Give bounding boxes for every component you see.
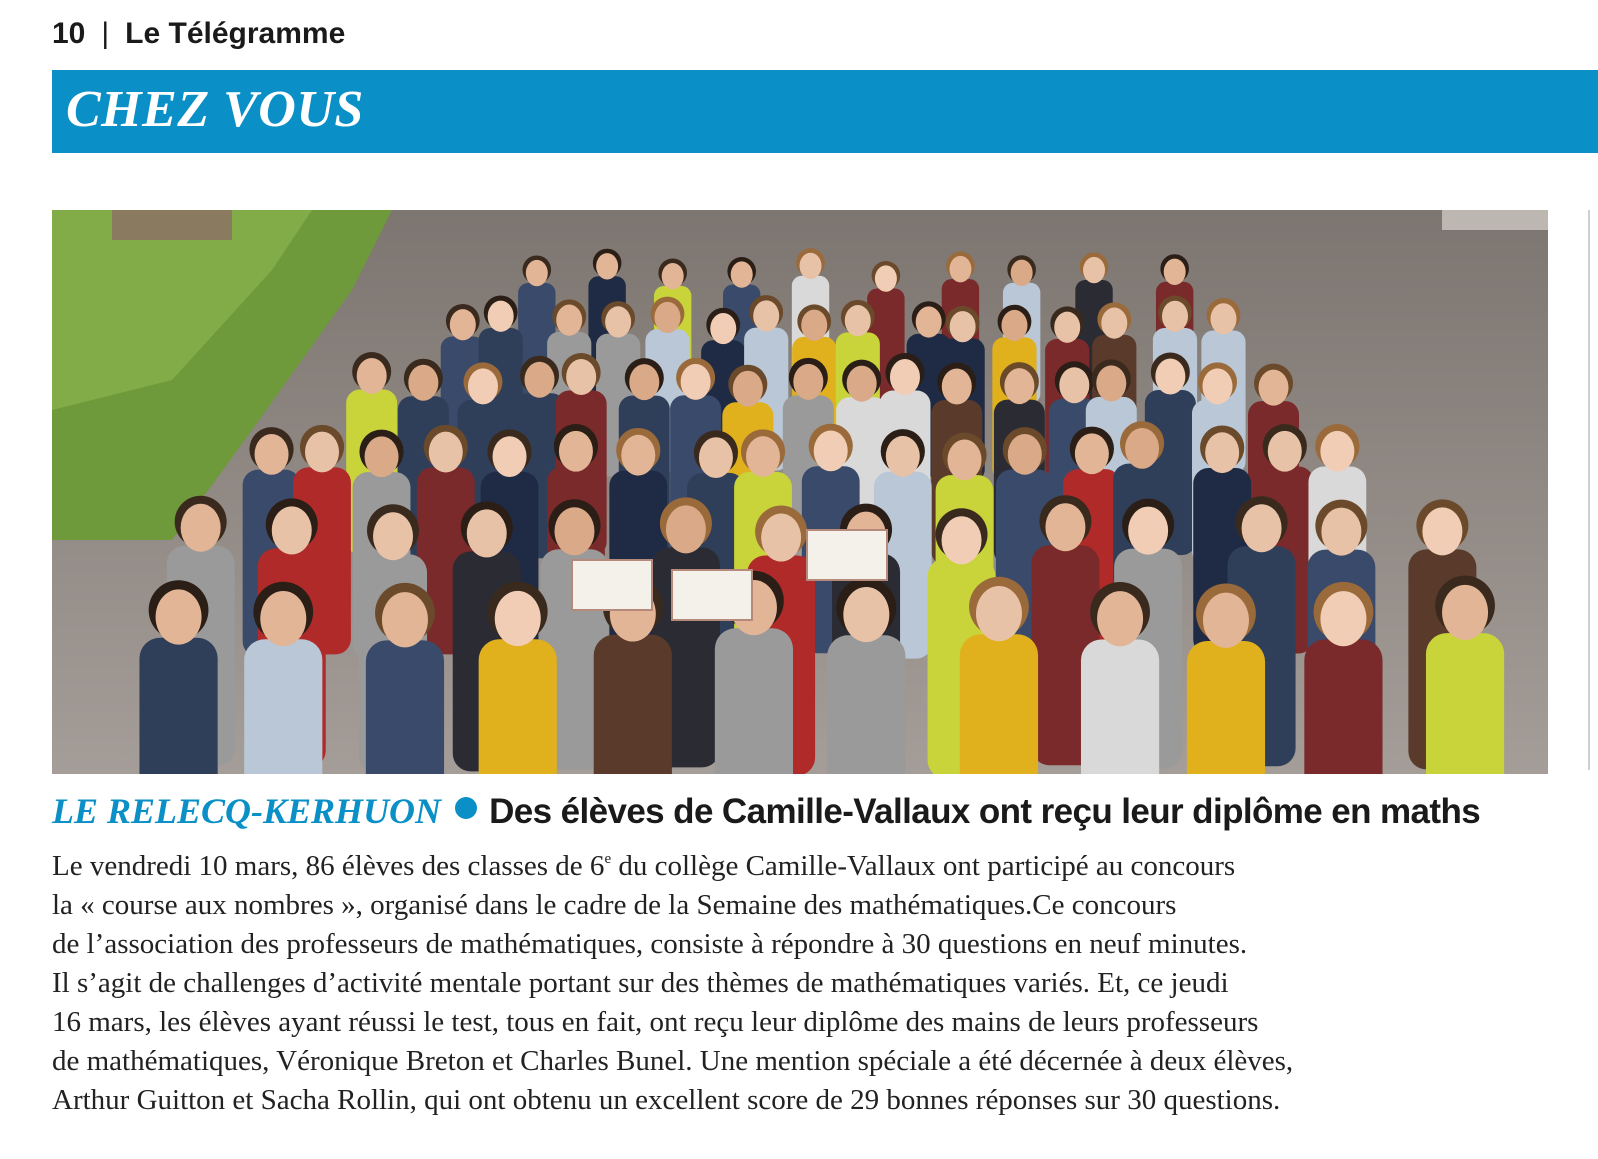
page-number: 10: [52, 17, 86, 50]
section-banner: [52, 70, 1598, 153]
page-header: [52, 14, 345, 54]
section-label: CHEZ VOUS: [66, 81, 364, 138]
article-title: Des élèves de Camille-Vallaux ont reçu leur diplôme en maths: [489, 792, 1481, 831]
bullet-dot-icon: [455, 797, 477, 819]
body-line: la « course aux nombres », organisé dans le cadre de la Semaine des mathématiques.Ce concours: [52, 889, 1177, 921]
body-line: Il s’agit de challenges d’activité mentale portant sur des thèmes de mathématiques variés. Et, ce jeudi: [52, 967, 1229, 999]
location-kicker: LE RELECQ-KERHUON: [52, 791, 442, 831]
column-rule: [1588, 210, 1590, 770]
article-body: [52, 840, 1592, 1120]
publication-name: Le Télégramme: [125, 17, 346, 50]
body-line: de mathématiques, Véronique Breton et Charles Bunel. Une mention spéciale a été décernée à deux élèves,: [52, 1045, 1294, 1077]
header-separator: |: [101, 17, 110, 50]
body-line: 16 mars, les élèves ayant réussi le test, tous en fait, ont reçu leur diplôme des mains de leurs professeurs: [52, 1006, 1259, 1038]
body-line: de l’association des professeurs de mathématiques, consiste à répondre à 30 questions en neuf minutes.: [52, 928, 1248, 960]
body-line: Le vendredi 10 mars, 86 élèves des classes de 6e du collège Camille-Vallaux ont participé au concours: [52, 850, 1236, 882]
article-headline: [52, 790, 1592, 832]
body-line: Arthur Guitton et Sacha Rollin, qui ont obtenu un excellent score de 29 bonnes réponses sur 30 questions.: [52, 1084, 1281, 1116]
group-photo-illustration: [52, 210, 1548, 774]
article-photo: [52, 210, 1548, 774]
